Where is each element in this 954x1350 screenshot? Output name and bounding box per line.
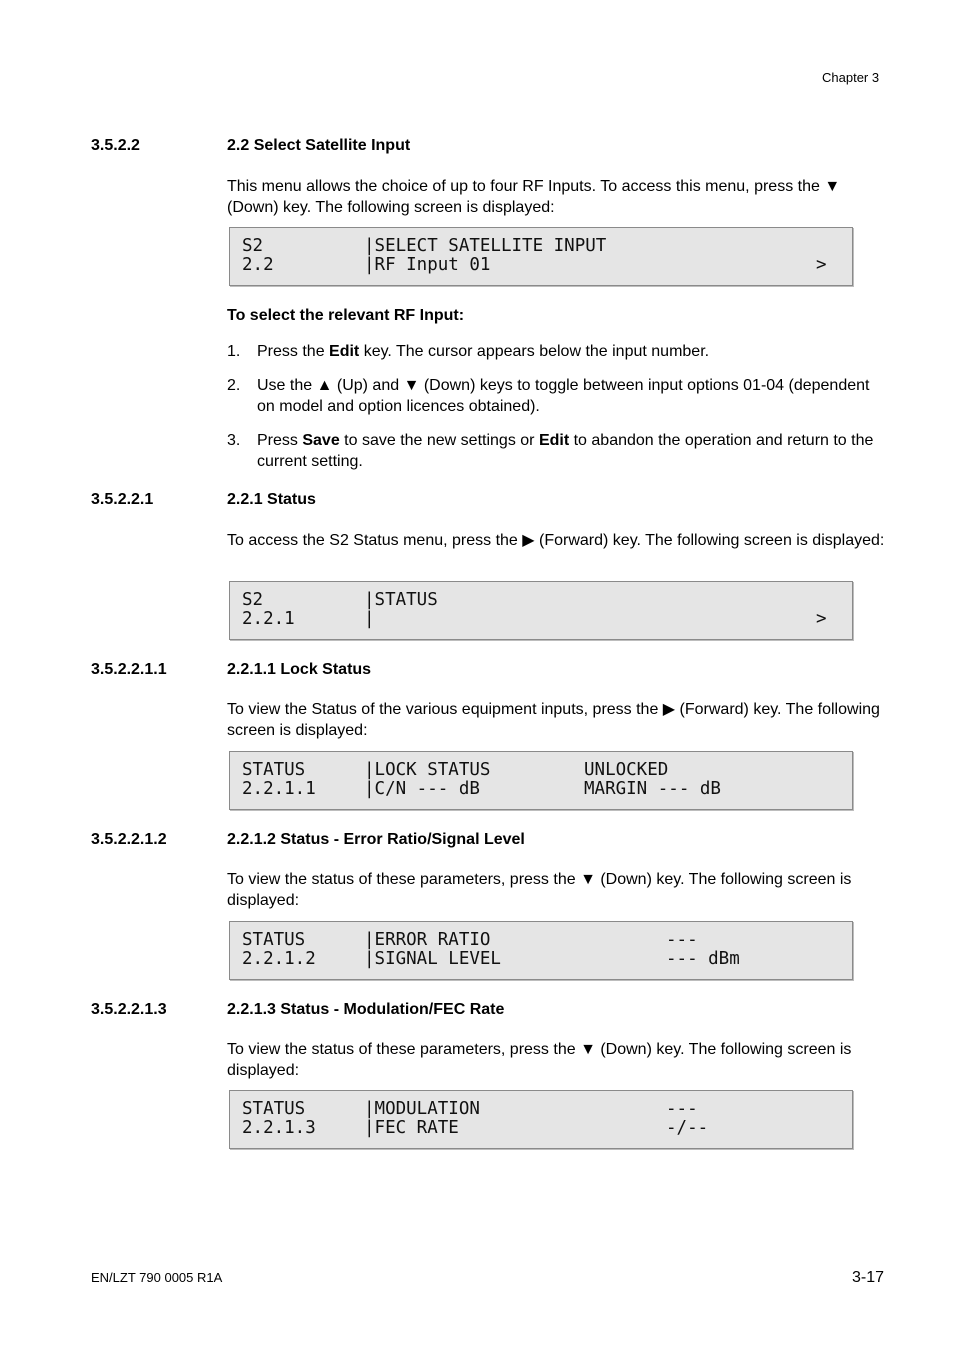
lcd-menu-number: 2.2 bbox=[242, 255, 274, 275]
lcd-error-ratio-value: --- bbox=[666, 930, 698, 950]
lcd-margin-value: MARGIN --- dB bbox=[584, 779, 721, 799]
section-intro: To access the S2 Status menu, press the ▶ (Forward) key. The following screen is displayed: bbox=[227, 532, 885, 549]
procedure-title: To select the relevant RF Input: bbox=[227, 307, 465, 324]
lcd-signal-level-label: |SIGNAL LEVEL bbox=[364, 949, 501, 969]
lcd-menu-value: | bbox=[364, 609, 375, 629]
section-intro: To view the status of these parameters, press the ▼ (Down) key. The following screen is displayed: bbox=[227, 871, 852, 909]
section-title: 2.2.1.3 Status - Modulation/FEC Rate bbox=[227, 1001, 505, 1018]
lcd-modulation-value: --- bbox=[666, 1099, 698, 1119]
lcd-menu-title: |LOCK STATUS bbox=[364, 760, 491, 780]
section-number: 3.5.2.2.1.1 bbox=[91, 661, 167, 678]
lcd-screen-select-input bbox=[229, 227, 853, 286]
lcd-menu-id: STATUS bbox=[242, 930, 306, 950]
lcd-menu-title: |MODULATION bbox=[364, 1099, 480, 1119]
edit-key-label: Edit bbox=[329, 343, 360, 360]
lcd-screen-error-ratio bbox=[229, 921, 853, 980]
section-title: 2.2.1 Status bbox=[227, 491, 316, 508]
lcd-lock-value: UNLOCKED bbox=[584, 760, 669, 780]
step-text: Use the ▲ (Up) and ▼ (Down) keys to toggle between input options 01-04 (dependent on model and option licences obtained). bbox=[257, 377, 870, 415]
lcd-menu-value: |RF Input 01 bbox=[364, 255, 491, 275]
lcd-menu-number: 2.2.1.1 bbox=[242, 779, 316, 799]
lcd-menu-title: |STATUS bbox=[364, 590, 438, 610]
lcd-menu-id: STATUS bbox=[242, 1099, 306, 1119]
section-intro: This menu allows the choice of up to four RF Inputs. To access this menu, press the ▼ (Down) key. The following screen is displayed: bbox=[227, 178, 841, 216]
step-number: 1. bbox=[227, 343, 241, 360]
section-number: 3.5.2.2.1.3 bbox=[91, 1001, 167, 1018]
save-key-label: Save bbox=[302, 432, 340, 449]
lcd-menu-id: STATUS bbox=[242, 760, 306, 780]
section-intro: To view the Status of the various equipment inputs, press the ▶ (Forward) key. The following screen is displayed: bbox=[227, 701, 880, 739]
step-text: Press Save to save the new settings or Edit to abandon the operation and return to the current setting. bbox=[257, 432, 874, 470]
lcd-menu-id: S2 bbox=[242, 236, 264, 256]
lcd-cn-value: |C/N --- dB bbox=[364, 779, 480, 799]
edit-key-label: Edit bbox=[538, 432, 570, 449]
step-text: Press the Edit key. The cursor appears below the input number. bbox=[257, 343, 710, 360]
lcd-menu-number: 2.2.1 bbox=[242, 609, 295, 629]
lcd-menu-title: |SELECT SATELLITE INPUT bbox=[364, 236, 607, 256]
section-title: 2.2 Select Satellite Input bbox=[227, 137, 411, 154]
lcd-menu-title: |ERROR RATIO bbox=[364, 930, 491, 950]
step-number: 2. bbox=[227, 377, 241, 394]
section-number: 3.5.2.2 bbox=[91, 137, 140, 154]
lcd-screen-modulation bbox=[229, 1090, 853, 1149]
lcd-screen-lock-status bbox=[229, 751, 853, 810]
section-number: 3.5.2.2.1 bbox=[91, 491, 154, 508]
lcd-fec-rate-label: |FEC RATE bbox=[364, 1118, 459, 1138]
lcd-screen-status bbox=[229, 581, 853, 640]
lcd-menu-id: S2 bbox=[242, 590, 264, 610]
lcd-forward-arrow-icon: > bbox=[816, 255, 827, 275]
lcd-menu-number: 2.2.1.2 bbox=[242, 949, 316, 969]
lcd-menu-number: 2.2.1.3 bbox=[242, 1118, 316, 1138]
lcd-forward-arrow-icon: > bbox=[816, 609, 827, 629]
lcd-fec-rate-value: -/-- bbox=[666, 1118, 709, 1138]
section-title: 2.2.1.1 Lock Status bbox=[227, 661, 372, 678]
section-number: 3.5.2.2.1.2 bbox=[91, 831, 167, 848]
lcd-signal-level-value: --- dBm bbox=[666, 949, 740, 969]
section-intro: To view the status of these parameters, press the ▼ (Down) key. The following screen is displayed: bbox=[227, 1041, 852, 1079]
step-number: 3. bbox=[227, 432, 241, 449]
page-number: 3-17 bbox=[852, 1269, 885, 1286]
chapter-label: Chapter 3 bbox=[822, 70, 880, 85]
document-id: EN/LZT 790 0005 R1A bbox=[91, 1270, 223, 1285]
section-title: 2.2.1.2 Status - Error Ratio/Signal Level bbox=[227, 831, 525, 848]
